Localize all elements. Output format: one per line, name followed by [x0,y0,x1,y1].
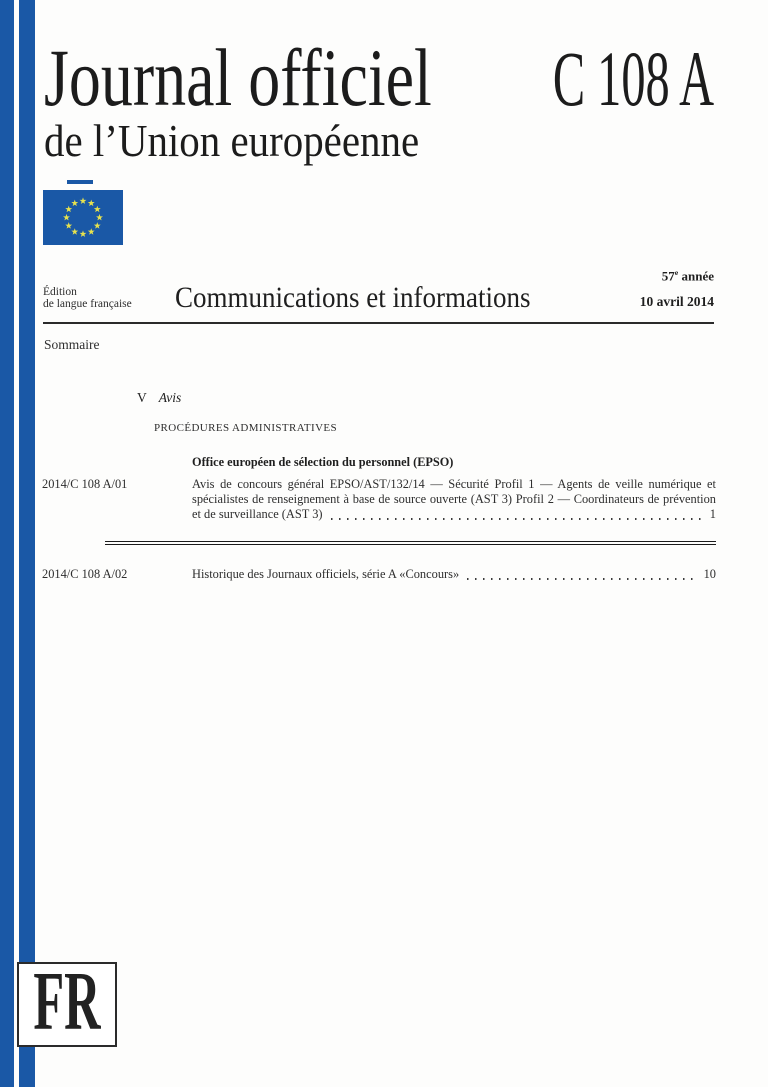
page-number: 1 [709,507,716,522]
entry-text-line: Avis de concours général EPSO/AST/132/14 — Sécurité Profil 1 — Agents de veille numérique et [192,477,716,491]
edition-label [43,287,132,310]
entry-text-line: spécialistes de renseignement à base de source ouverte (AST 3) Profil 2 — Coordinateurs de prévention [192,492,716,507]
header-rule [43,322,714,324]
entry-code: 2014/C 108 A/02 [42,567,128,581]
page-number: 10 [703,567,716,581]
issue-date: 10 avril 2014 [639,294,714,310]
toc-entry-2 [42,567,716,582]
edition-line1: Édition [43,286,77,298]
edition-line2: de langue française [43,297,132,310]
language-code-box [17,954,117,1048]
body-heading: Office européen de sélection du personnel (EPSO) [192,455,454,469]
separator-rule [105,541,716,545]
entry-text-line: et de surveillance (AST 3) [192,507,323,522]
sommaire-label: Sommaire [44,337,100,352]
section-title: Communications et informations [175,281,531,314]
dot-leader [467,578,697,580]
print-artifact-mark [67,180,93,184]
volume-date-block [640,266,714,308]
language-code: FR [33,954,101,1048]
entry-last-line [192,567,716,582]
left-stripe-inner [19,0,35,1087]
entry-text [192,567,716,582]
entry-last-line [192,507,716,522]
issue-code: C 108 A [552,35,714,122]
toc-entry-1 [42,477,716,523]
entry-code: 2014/C 108 A/01 [42,477,128,491]
volume-suffix: e [674,268,679,277]
volume-word: année [678,268,714,284]
journal-title-line2: de l’Union européenne [44,115,420,166]
journal-title-line1: Journal officiel [44,32,432,123]
entry-text-line: Historique des Journaux officiels, série A «Concours» [192,567,460,581]
dot-leader [331,518,704,520]
part-numeral: V [137,390,147,405]
eu-flag-icon [43,190,123,245]
volume-number: 57 [661,268,675,284]
left-stripe-outer [0,0,14,1087]
toc-part-row [137,390,181,406]
entry-text [192,477,716,523]
part-title: Avis [158,390,182,405]
volume-line [640,266,714,282]
subsection-title: PROCÉDURES ADMINISTRATIVES [154,422,338,434]
